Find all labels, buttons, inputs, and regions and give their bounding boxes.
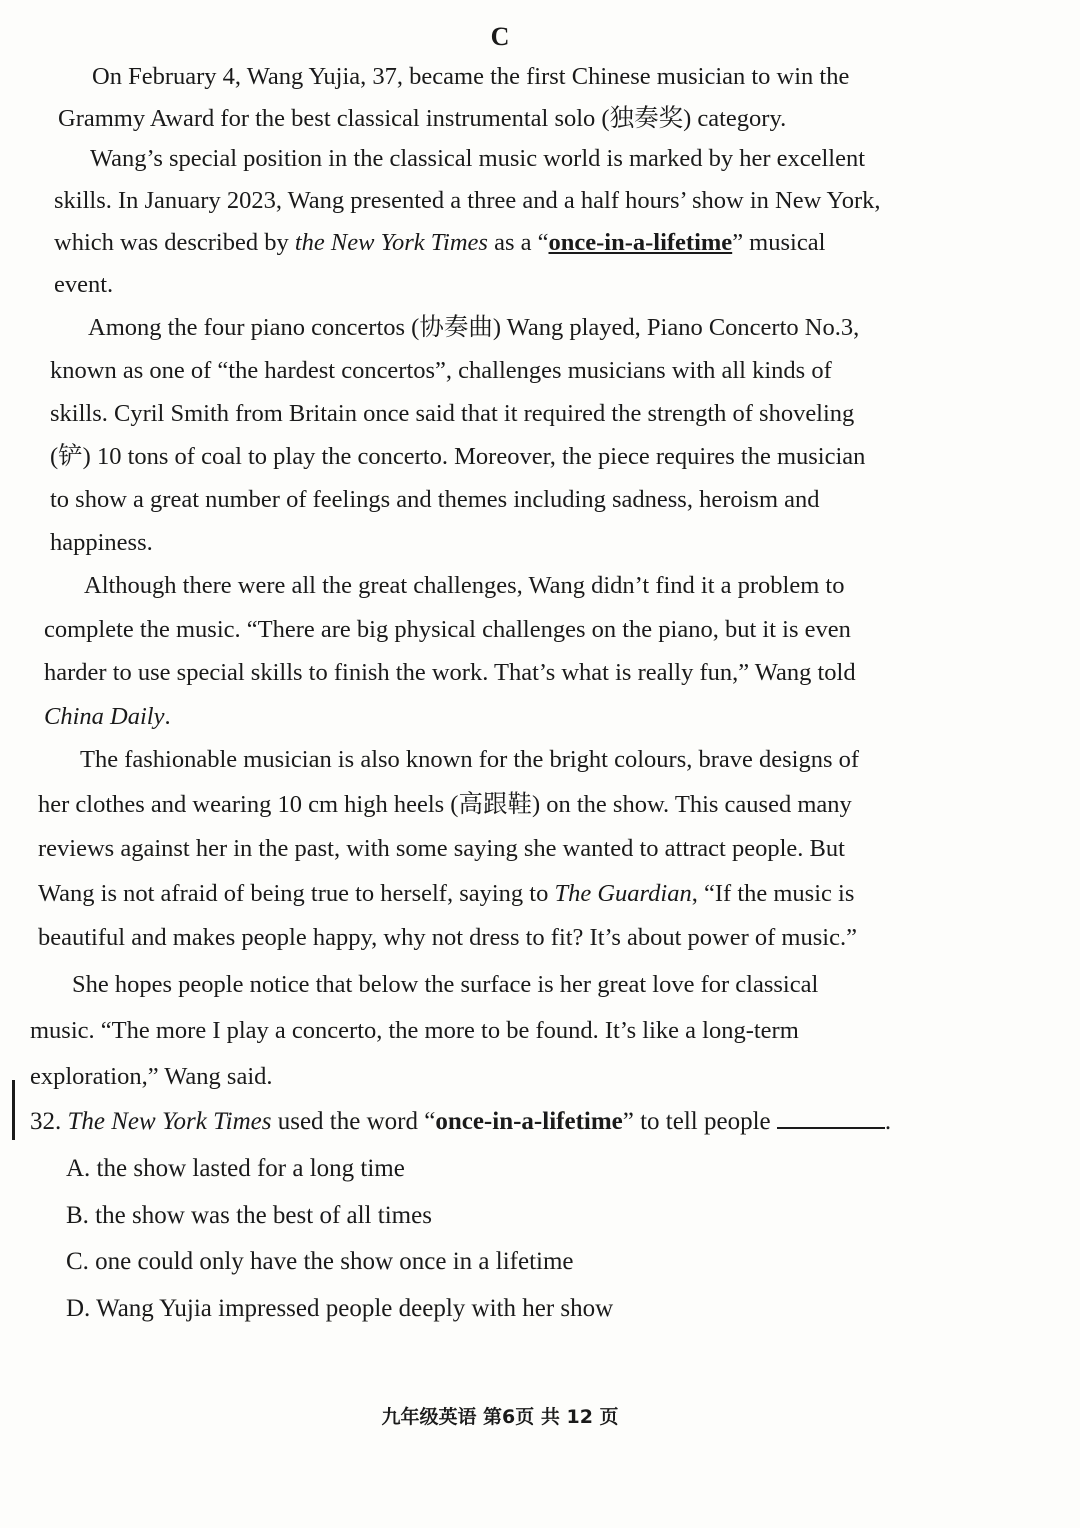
paragraph-line: happiness. (50, 529, 153, 556)
paragraph-line: skills. Cyril Smith from Britain once said that it required the strength of shoveling (50, 400, 855, 427)
key-phrase: once-in-a-lifetime (435, 1108, 623, 1135)
section-letter: C (490, 22, 510, 51)
text: . (884, 1108, 892, 1135)
text: ” to tell people (622, 1108, 777, 1135)
paragraph-6 (30, 962, 960, 1100)
paragraph-line: reviews against her in the past, with some saying she wanted to attract people. But (38, 835, 845, 862)
text: , “If the music is (691, 879, 855, 907)
publication-name: the New York Times (294, 229, 488, 256)
paragraph-line: Among the four piano concertos (协奏曲) Wang played, Piano Concerto No.3, (88, 314, 860, 341)
paragraph-1 (58, 56, 940, 140)
publication-name: The Guardian (554, 879, 692, 907)
paragraph-line: to show a great number of feelings and themes including sadness, heroism and (50, 486, 820, 513)
text: ” musical (732, 229, 826, 256)
key-phrase: once-in-a-lifetime (548, 229, 733, 256)
paragraph-line: Wang’s special position in the classical music world is marked by her excellent (90, 145, 866, 172)
paragraph-line: Grammy Award for the best classical instrumental solo (独奏奖) category. (58, 105, 787, 132)
text: which was described by (54, 229, 295, 256)
paragraph-line: skills. In January 2023, Wang presented a three and a half hours’ show in New York, (54, 187, 881, 214)
paragraph-line: known as one of “the hardest concertos”, challenges musicians with all kinds of (50, 357, 832, 384)
question-number: 32. (30, 1108, 68, 1135)
paragraph-line: music. “The more I play a concerto, the more to be found. It’s like a long-term (30, 1017, 799, 1044)
paragraph-line: beautiful and makes people happy, why not dress to fit? It’s about power of music.” (38, 924, 857, 951)
option-d[interactable]: D. Wang Yujia impressed people deeply with her show (66, 1294, 614, 1322)
answer-options (66, 1146, 613, 1332)
paragraph-line: The fashionable musician is also known for the bright colours, brave designs of (80, 746, 860, 773)
question-32 (30, 1100, 891, 1144)
option-a[interactable]: A. the show lasted for a long time (66, 1155, 405, 1182)
paragraph-line: On February 4, Wang Yujia, 37, became the first Chinese musician to win the (92, 63, 850, 90)
paragraph-5 (38, 738, 956, 961)
text: used the word “ (271, 1108, 436, 1135)
margin-mark (12, 1080, 15, 1140)
paragraph-line: her clothes and wearing 10 cm high heels (高跟鞋) on the show. This caused many (38, 790, 852, 818)
answer-blank[interactable] (777, 1103, 885, 1129)
paragraph-line (38, 872, 956, 917)
paragraph-line: (铲) 10 tons of coal to play the concerto. Moreover, the piece requires the musician (50, 443, 866, 470)
paragraph-line: harder to use special skills to finish the work. That’s what is really fun,” Wang told (44, 659, 856, 686)
text: as a “ (487, 229, 549, 256)
page-footer: 九年级英语 第6页 共 12 页 (381, 1406, 619, 1428)
text: Wang is not afraid of being true to herself, saying to (38, 879, 555, 907)
text: . (164, 702, 171, 730)
publication-name: The New York Times (67, 1108, 272, 1135)
paragraph-line: Although there were all the great challenges, Wang didn’t find it a problem to (84, 572, 845, 599)
paragraph-line: exploration,” Wang said. (30, 1063, 273, 1090)
option-c[interactable]: C. one could only have the show once in a lifetime (66, 1248, 574, 1275)
paragraph-4 (44, 564, 952, 738)
publication-name: China Daily (44, 702, 165, 730)
paragraph-line: She hopes people notice that below the surface is her great love for classical (72, 971, 819, 998)
option-b[interactable]: B. the show was the best of all times (66, 1201, 432, 1229)
paragraph-line: event. (54, 271, 114, 298)
paragraph-2 (54, 138, 942, 306)
paragraph-line: complete the music. “There are big physical challenges on the piano, but it is even (44, 615, 851, 643)
paragraph-line (44, 695, 952, 739)
paragraph-line (54, 222, 942, 264)
paragraph-3 (50, 306, 946, 564)
